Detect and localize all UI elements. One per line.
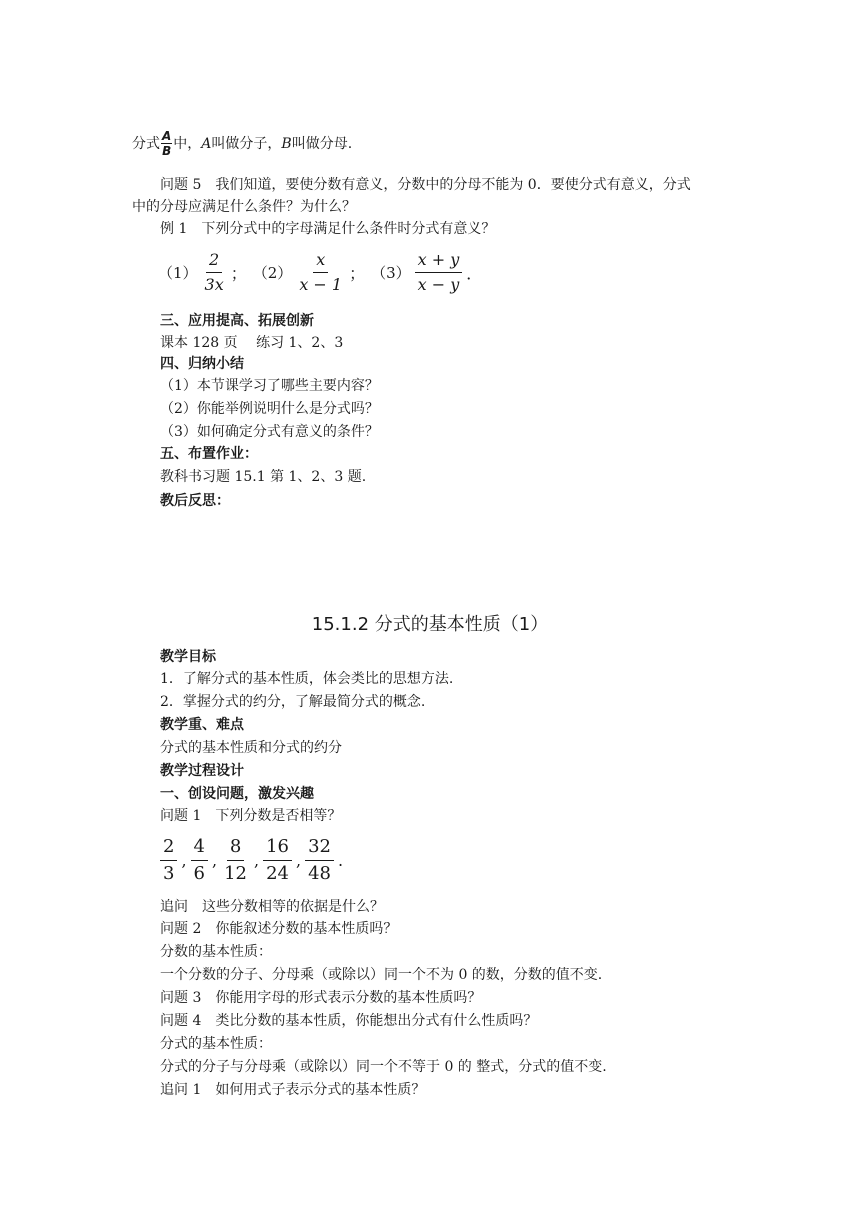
fraction-numerator: 16: [263, 836, 292, 861]
number-fraction: [160, 836, 177, 885]
lesson-line: 分式的分子与分母乘（或除以）同一个不等于 0 的 整式，分式的值不变.: [160, 1059, 607, 1075]
fraction-denominator: 12: [224, 863, 247, 884]
key-points-text: 分式的基本性质和分式的约分: [160, 740, 342, 756]
expression-separator: ．: [466, 264, 483, 283]
expression-label: （3）: [371, 264, 411, 282]
expression-fraction: [415, 250, 463, 295]
section-4-heading: 四、归纳小结: [160, 356, 244, 372]
question-1: 问题 1 下列分数是否相等？: [160, 808, 342, 824]
question-5-line1: 问题 5 我们知道，要使分数有意义，分数中的分母不能为 0．要使分式有意义，分式: [160, 177, 691, 193]
lesson-line: 一个分数的分子、分母乘（或除以）同一个不为 0 的数，分数的值不变.: [160, 967, 603, 983]
fraction-sequence: [158, 836, 345, 885]
example-1: 例 1 下列分式中的字母满足什么条件时分式有意义？: [160, 221, 496, 237]
def-var-b: B: [281, 135, 292, 152]
section-5-text: 教科书习题 15.1 第 1、2、3 题.: [160, 469, 367, 485]
fraction-separator: .: [338, 851, 344, 870]
expression-separator: ；: [349, 264, 366, 283]
goal-item: 2．掌握分式的约分，了解最简分式的概念.: [160, 694, 426, 710]
lesson-line: 分式的基本性质：: [160, 1036, 272, 1052]
example-1-expressions: [158, 250, 488, 295]
section-4-item: （1）本节课学习了哪些主要内容？: [160, 378, 379, 394]
expression-fraction: [296, 250, 345, 295]
def-prefix: 分式: [132, 135, 160, 152]
lesson-line: 问题 2 你能叙述分数的基本性质吗？: [160, 921, 398, 937]
expression-fraction: [202, 250, 227, 295]
expression-label: （2）: [252, 264, 293, 282]
fraction-denominator: x − 1: [299, 275, 343, 294]
def-mid: 叫做分子，: [211, 135, 282, 152]
number-fraction: [221, 836, 250, 885]
fraction-separator: ,: [254, 851, 260, 870]
fraction-numerator: 32: [305, 836, 334, 861]
fraction-denominator: 24: [266, 863, 289, 884]
fraction-numerator: x + y: [415, 250, 463, 273]
lesson-title: 15.1.2 分式的基本性质（1）: [311, 614, 549, 635]
def-var-a: A: [201, 135, 212, 152]
section-5-heading: 五、布置作业：: [160, 446, 258, 462]
number-fraction: [191, 836, 208, 885]
fraction-separator: ,: [212, 851, 218, 870]
fraction-separator: ,: [181, 851, 187, 870]
key-points-heading: 教学重、难点: [160, 717, 244, 733]
section-3-text: 课本 128 页 练习 1、2、3: [160, 335, 344, 351]
lesson-line: 追问 这些分数相等的依据是什么？: [160, 899, 384, 915]
fraction-separator: ,: [296, 851, 302, 870]
section-4-item: （3）如何确定分式有意义的条件？: [160, 424, 379, 440]
expression-separator: ；: [230, 264, 247, 283]
number-fraction: [305, 836, 334, 885]
step-1-heading: 一、创设问题，激发兴趣: [160, 786, 314, 802]
def-fraction-numerator: A: [162, 129, 172, 143]
fraction-denominator: 6: [193, 863, 205, 884]
process-heading: 教学过程设计: [160, 763, 244, 779]
goal-item: 1．了解分式的基本性质，体会类比的思想方法.: [160, 671, 454, 687]
fraction-numerator: x: [313, 250, 328, 273]
lesson-line: 追问 1 如何用式子表示分式的基本性质？: [160, 1082, 426, 1098]
fraction-numerator: 2: [160, 836, 177, 861]
fraction-definition: [132, 130, 352, 157]
reflection-heading: 教后反思：: [160, 493, 230, 509]
def-fraction-denominator: B: [162, 144, 172, 158]
fraction-numerator: 4: [191, 836, 208, 861]
lesson-line: 分数的基本性质：: [160, 944, 272, 960]
section-3-heading: 三、应用提高、拓展创新: [160, 313, 314, 329]
fraction-numerator: 2: [206, 250, 222, 273]
number-fraction: [263, 836, 292, 885]
lesson-line: 问题 3 你能用字母的形式表示分数的基本性质吗？: [160, 990, 482, 1006]
expression-label: （1）: [158, 264, 198, 282]
fraction-numerator: 8: [227, 836, 244, 861]
def-end: 叫做分母.: [291, 135, 353, 152]
def-fraction: [161, 130, 172, 157]
goals-heading: 教学目标: [160, 649, 216, 665]
fraction-denominator: x − y: [417, 275, 460, 294]
fraction-denominator: 3x: [204, 275, 224, 294]
fraction-denominator: 3: [163, 863, 175, 884]
lesson-line: 问题 4 类比分数的基本性质，你能想出分式有什么性质吗？: [160, 1013, 538, 1029]
section-4-item: （2）你能举例说明什么是分式吗？: [160, 401, 379, 417]
question-5-line2: 中的分母应满足什么条件？为什么？: [132, 199, 356, 215]
fraction-denominator: 48: [308, 863, 331, 884]
def-suffix: 中，: [173, 135, 202, 152]
